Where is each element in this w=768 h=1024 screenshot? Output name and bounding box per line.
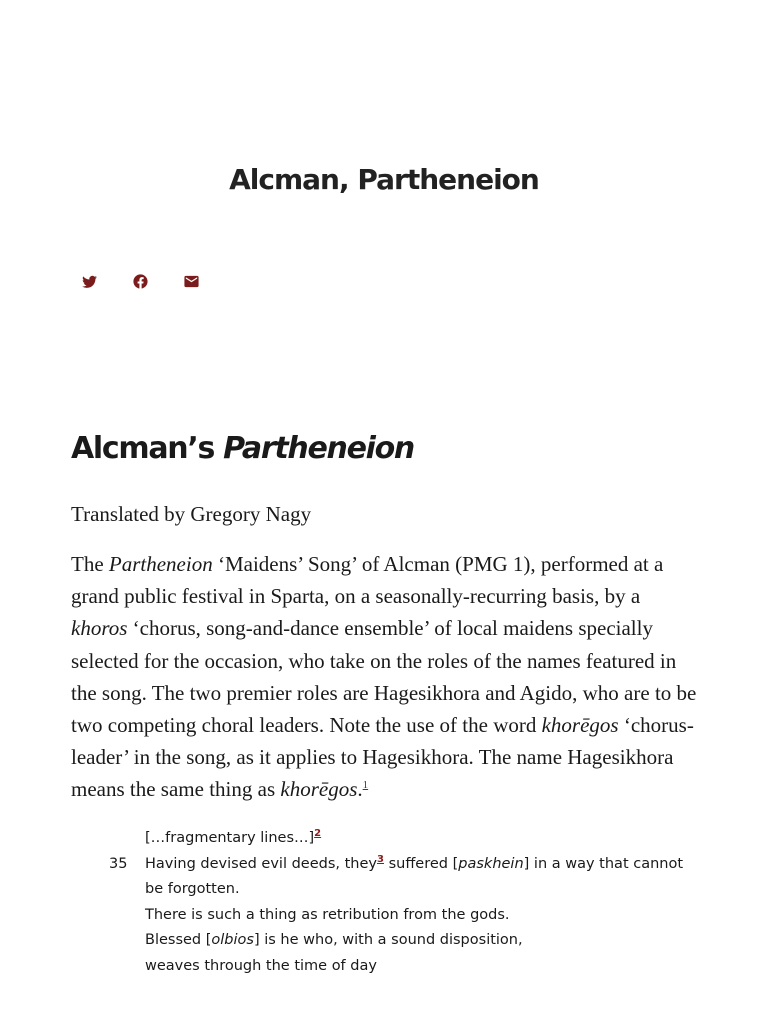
footnote-link-3[interactable]: 3	[377, 853, 384, 865]
facebook-icon	[132, 273, 149, 290]
article-heading-title: Partheneion	[223, 431, 414, 466]
share-email-button[interactable]	[180, 270, 202, 292]
poem-line	[0, 903, 705, 929]
intro-term: Partheneion	[108, 552, 213, 576]
intro-text: ‘chorus, song-and-dance ensemble’ of local maidens specially selected for the occasion, who take on the roles of the names featured in the song. The two premier roles are Hagesikhora and Agido, who are to be two competing choral leaders. Note the use of the word	[71, 616, 697, 738]
footnote-link-2[interactable]: 2	[314, 828, 322, 840]
intro-term: khorēgos	[541, 713, 619, 738]
article-heading-prefix: Alcman’s	[71, 431, 224, 466]
poem-line-text: […fragmentary lines…]	[145, 830, 315, 846]
poem-line-text: Blessed [	[145, 932, 212, 948]
poem-line-text: There is such a thing as retribution from the gods.	[145, 906, 510, 923]
poem-line-text: suffered [	[383, 855, 459, 872]
intro-term: khoros	[71, 616, 128, 641]
page-title: Alcman, Partheneion	[229, 163, 539, 196]
intro-text: .	[357, 777, 363, 802]
poem-term: olbios	[211, 932, 254, 948]
line-number: 35	[109, 855, 128, 872]
email-icon	[183, 273, 200, 290]
poem-line	[0, 928, 705, 954]
intro-text: ‘Maidens’ Song’ of Alcman (PMG 1), performed at a grand public festival in Sparta, on a seasonally-recurring basis, by a	[71, 552, 664, 609]
poem-line-text: weaves through the time of day	[145, 957, 377, 974]
intro-text: The	[71, 552, 109, 576]
twitter-icon	[81, 273, 98, 290]
footnote-link-1[interactable]: 1	[362, 779, 369, 792]
poem-line-text: ] is he who, with a sound disposition,	[253, 932, 523, 948]
poem-line-text: ] in a way that cannot be forgotten.	[145, 855, 684, 897]
share-buttons	[78, 270, 202, 292]
intro-paragraph	[71, 548, 701, 806]
poem-line	[0, 954, 705, 980]
translator-credit: Translated by Gregory Nagy	[71, 502, 312, 526]
poem-line-text: Having devised evil deeds, they	[145, 855, 377, 872]
intro-text: ‘chorus-leader’ in the song, as it applies to Hagesikhora. The name Hagesikhora means the same thing as	[71, 713, 694, 802]
share-facebook-button[interactable]	[129, 270, 151, 292]
poem-line	[0, 826, 705, 852]
intro-term: khorēgos	[280, 777, 358, 802]
poem-text	[0, 826, 768, 979]
share-twitter-button[interactable]	[78, 270, 100, 292]
poem-line	[0, 852, 705, 903]
article-heading	[71, 431, 414, 466]
poem-term: paskhein	[458, 855, 524, 872]
